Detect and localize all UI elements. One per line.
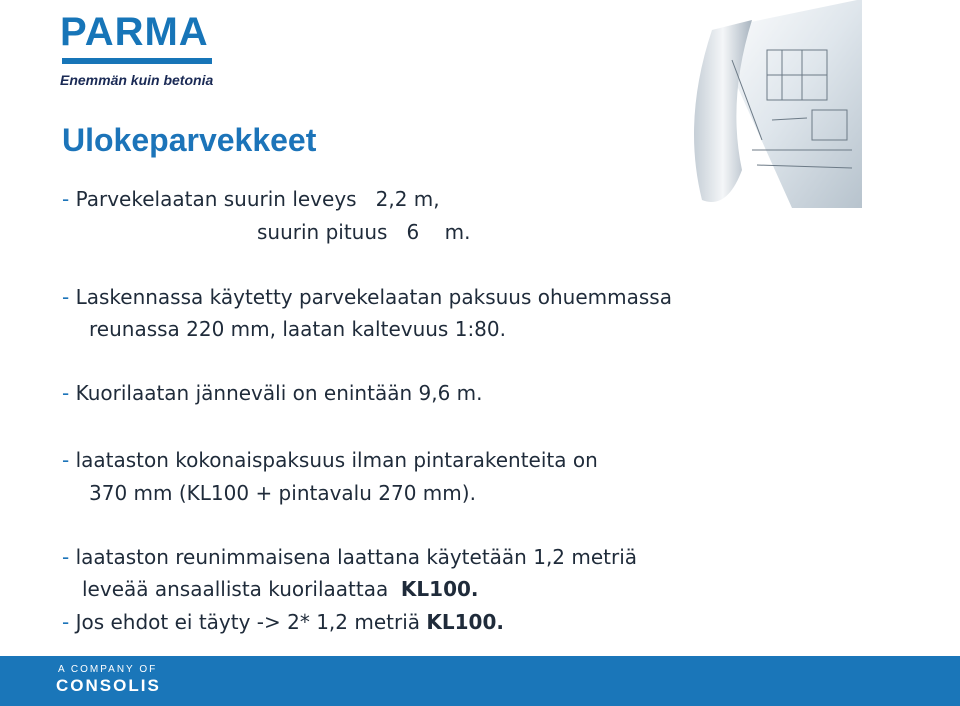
bullet-5-cont <box>82 576 479 602</box>
logo-bar <box>62 58 212 64</box>
bullet-dash: - <box>62 187 76 211</box>
consolis-logo: CONSOLIS <box>56 676 161 695</box>
bullet-1-cont: suurin pituus 6 m. <box>257 220 471 244</box>
bullet-4-cont: 370 mm (KL100 + pintavalu 270 mm). <box>89 481 476 505</box>
logo-wordmark: PARMA <box>60 10 209 54</box>
logo-tagline: Enemmän kuin betonia <box>60 72 214 88</box>
bullet-dash: - <box>62 381 76 405</box>
bullet-text: laataston reunimmaisena laattana käytetään 1,2 metriä <box>75 545 638 569</box>
bullet-6 <box>62 609 504 635</box>
slide-title: Ulokeparvekkeet <box>62 122 317 158</box>
bullet-text: Laskennassa käytetty parvekelaatan paksuus ohuemmassa <box>75 285 672 309</box>
bullet-5 <box>62 544 637 570</box>
bullet-text: leveää ansaallista kuorilaattaa <box>82 577 401 601</box>
footer-bar <box>0 656 960 706</box>
bullet-bold-text: KL100. <box>400 577 479 601</box>
bullet-dash: - <box>62 545 76 569</box>
footer-company-of: A COMPANY OF <box>58 664 158 675</box>
bullet-bold-text: KL100. <box>426 610 504 634</box>
bullet-text: Parvekelaatan suurin leveys 2,2 m, <box>75 187 440 211</box>
bullet-4 <box>62 447 598 473</box>
bullet-dash: - <box>62 610 76 634</box>
bullet-text: laataston kokonaispaksuus ilman pintarakenteita on <box>75 448 598 472</box>
bullet-2-cont: reunassa 220 mm, laatan kaltevuus 1:80. <box>89 317 506 341</box>
bullet-text: Kuorilaatan jänneväli on enintään 9,6 m. <box>75 381 483 405</box>
blueprint-roll-image <box>672 0 862 210</box>
bullet-2 <box>62 284 672 310</box>
parma-logo <box>60 10 240 90</box>
bullet-text: Jos ehdot ei täyty -> 2* 1,2 metriä <box>75 610 427 634</box>
bullet-dash: - <box>62 285 76 309</box>
bullet-1 <box>62 186 440 212</box>
bullet-3 <box>62 380 483 406</box>
bullet-dash: - <box>62 448 76 472</box>
